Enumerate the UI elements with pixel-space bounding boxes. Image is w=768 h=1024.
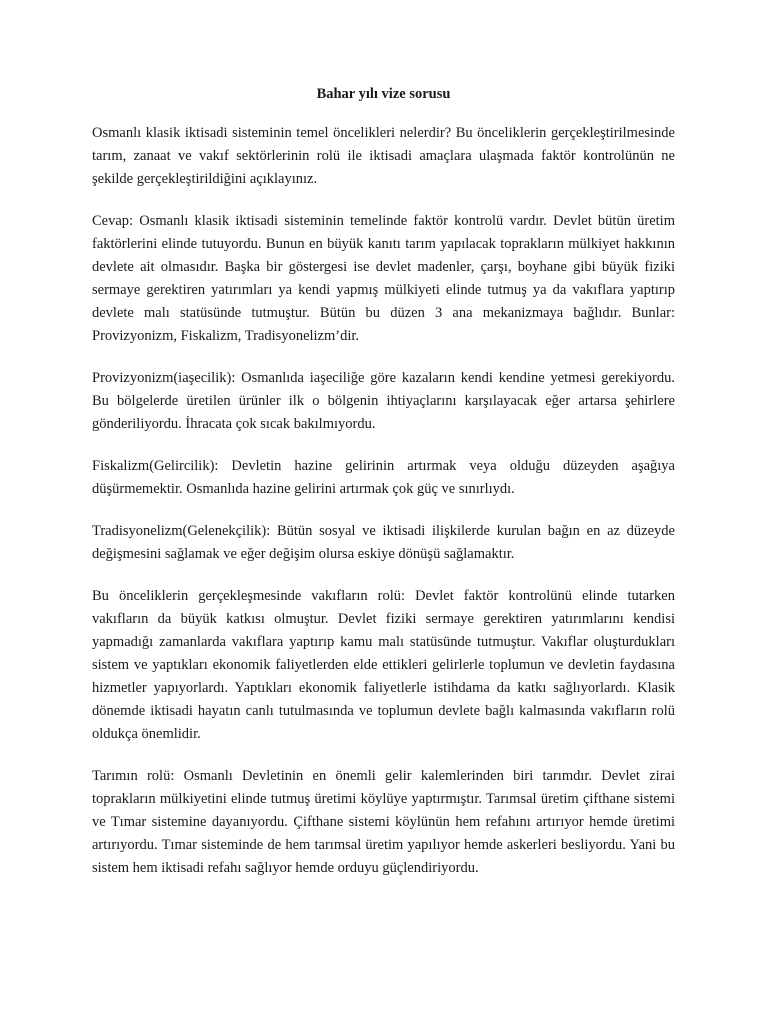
answer-paragraph: Cevap: Osmanlı klasik iktisadi sisteminin temelinde faktör kontrolü vardır. Devlet bütün üretim faktörlerini elinde tutuyordu. Bunun en büyük kanıtı tarım yapılacak toprakların mülkiyet hakkının devlete ait olmasıdır. Başka bir göstergesi ise devlet madenler, çarşı, boyhane gibi büyük fiziki sermaye gerektiren yatırımları ya kendi yapmış mülkiyeti elinde tutmuş ya da vakıflara yaptırıp devlete malı statüsünde tutmuştur. Bütün bu düzen 3 ana mekanizmaya bağlıdır. Bunlar: Provizyonizm, Fiskalizm, Tradisyonelizm’dir.: [92, 213, 675, 344]
question-paragraph: Osmanlı klasik iktisadi sisteminin temel öncelikleri nelerdir? Bu önceliklerin gerçekleştirilmesinde tarım, zanaat ve vakıf sektörlerinin rolü ile iktisadi amaçlara ulaşmada faktör kontrolünün ne şekilde gerçekleştirildiğini açıklayınız.: [92, 125, 675, 187]
document-page: [92, 84, 675, 899]
vakif-paragraph: Bu önceliklerin gerçekleşmesinde vakıfların rolü: Devlet faktör kontrolünü elinde tutarken vakıfların da büyük katkısı olmuştur. Devlet fiziki sermaye gerektiren yatırımlarını kendisi yapmadığı zamanlarda vakıflara yaptırıp kamu malı statüsünde tutmuştur. Vakıflar oluşturdukları sistem ve yaptıkları ekonomik faliyetlerden elde ettikleri gelirlerle toplumun ve devletin faydasına hizmetler yapıyorlardı. Yaptıkları ekonomik faliyetlerle istihdama da katkı sağlıyorlardı. Klasik dönemde iktisadi hayatın canlı tutulmasında ve toplumun devlete bağlı kalmasında vakıfların rolü oldukça önemlidir.: [92, 588, 675, 742]
provizyonizm-paragraph: Provizyonizm(iaşecilik): Osmanlıda iaşeciliğe göre kazaların kendi kendine yetmesi gerekiyordu. Bu bölgelerde üretilen ürünler ilk o bölgenin ihtiyaçlarını karşılayacak eğer artarsa şehirlere gönderiliyordu. İhracata çok sıcak bakılmıyordu.: [92, 370, 675, 432]
fiskalizm-paragraph: Fiskalizm(Gelircilik): Devletin hazine gelirinin artırmak veya olduğu düzeyden aşağıya düşürmemektir. Osmanlıda hazine gelirini artırmak çok güç ve sınırlıydı.: [92, 458, 675, 497]
tarim-paragraph: Tarımın rolü: Osmanlı Devletinin en önemli gelir kalemlerinden biri tarımdır. Devlet zirai toprakların mülkiyetini elinde tutmuş üretimi köylüye yaptırmıştır. Tarımsal üretim çifthane sistemi ve Tımar sistemine dayanıyordu. Çifthane sistemi köylünün hem refahını artırıyor hemde üretimi artırıyordu. Tımar sisteminde de hem tarımsal üretim yapılıyor hemde askerleri besliyordu. Yani bu sistem hem iktisadi refahı sağlıyor hemde orduyu güçlendiriyordu.: [92, 768, 675, 876]
document-title: Bahar yılı vize sorusu: [316, 86, 451, 102]
tradisyonelizm-paragraph: Tradisyonelizm(Gelenekçilik): Bütün sosyal ve iktisadi ilişkilerde kurulan bağın en az düzeyde değişmesini sağlamak ve eğer değişim olursa eskiye dönüşü sağlamaktır.: [92, 523, 675, 562]
